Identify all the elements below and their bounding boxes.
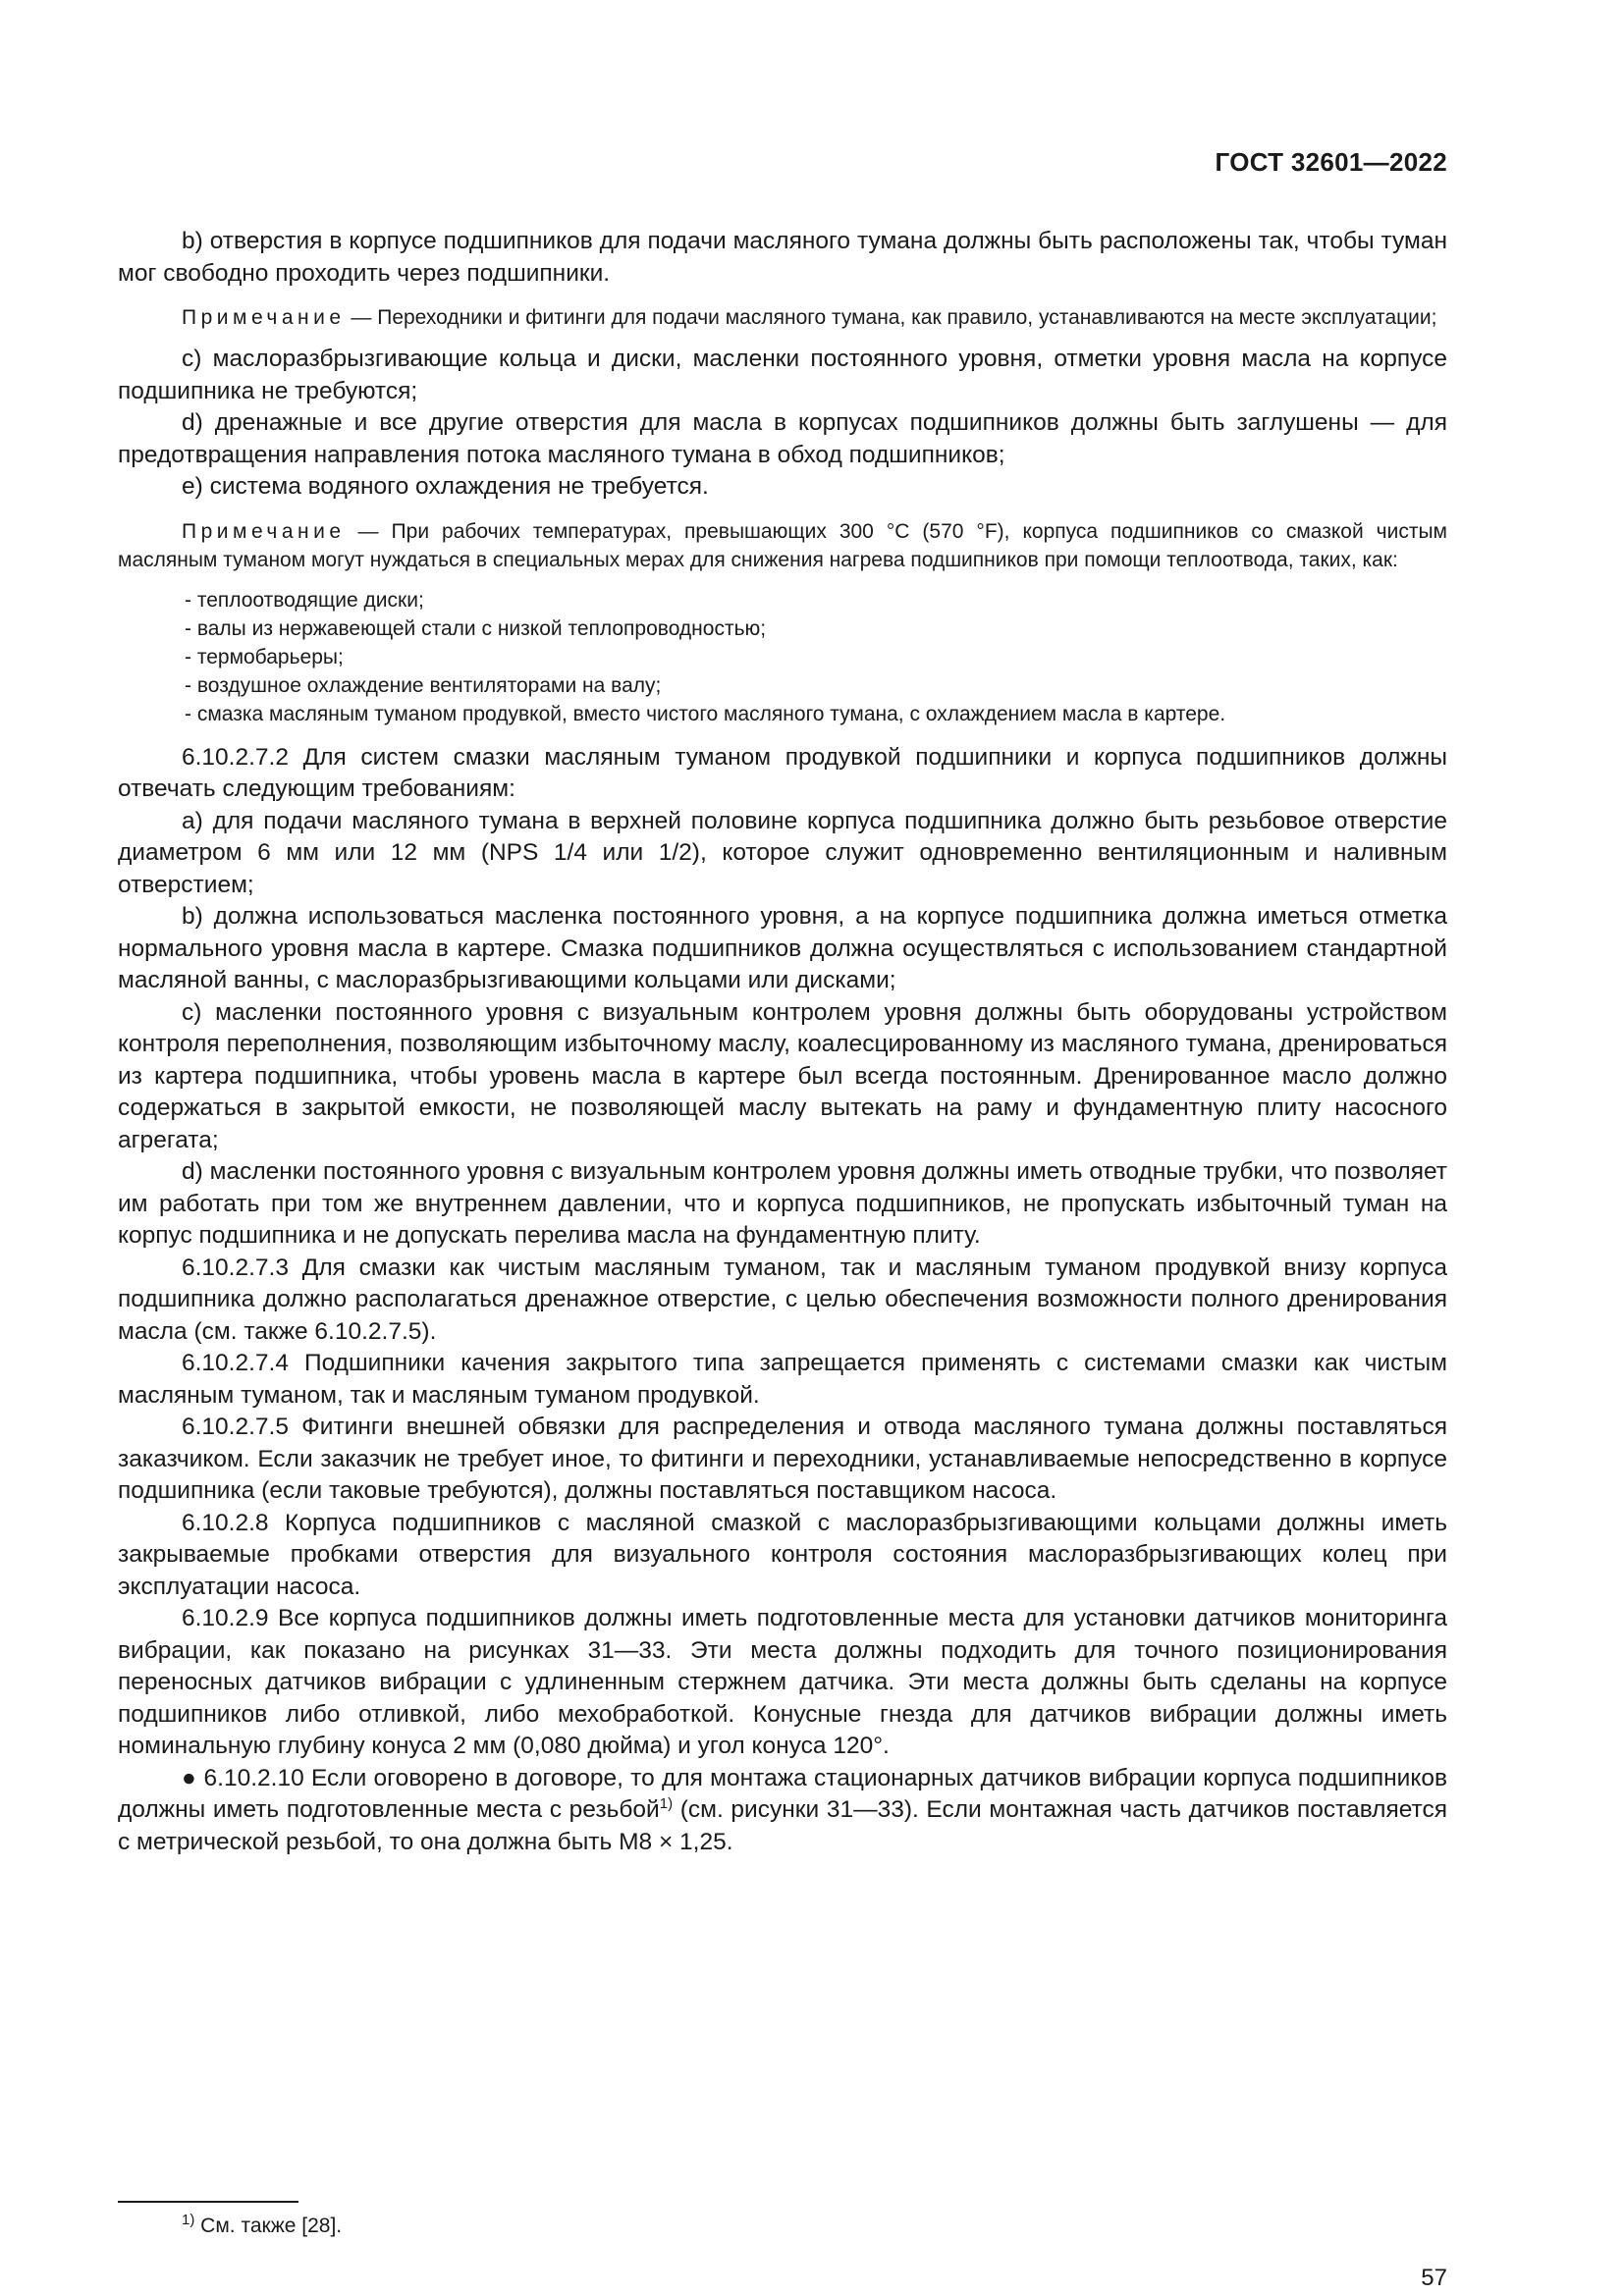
paragraph-b-constant-level-oiler: b) должна использоваться масленка постоянного уровня, а на корпусе подшипника должна иметься отметка нормального уровня масла в картере. Смазка подшипников должна осуществляться с использованием стандартной масляной ванны, с маслоразбрызгивающими кольцами или дисками;: [118, 903, 1447, 993]
paragraph-c-overflow-control: c) масленки постоянного уровня с визуальным контролем уровня должны быть оборудованы устройством контроля переполнения, позволяющим избыточному маслу, коалесцированному из масляного тумана, дренироваться из картера подшипника, чтобы уровень масла в картере был всегда постоянным. Дренированное масло должно содержаться в закрытой емкости, не позволяющей маслу вытекать на раму и фундаментную плиту насосного агрегата;: [118, 998, 1447, 1153]
list-item: - смазка масляным туманом продувкой, вместо чистого масляного тумана, с охлаждением масла в картере.: [185, 700, 1447, 728]
note-text: — При рабочих температурах, превышающих 300 °С (570 °F), корпуса подшипников со смазкой чистым масляным туманом могут нуждаться в специальных мерах для снижения нагрева подшипников при помощи теплоотвода, таких, как:: [118, 519, 1447, 571]
paragraph-a-threaded-hole: a) для подачи масляного тумана в верхней половине корпуса подшипника должно быть резьбовое отверстие диаметром 6 мм или 12 мм (NPS 1/4 или 1/2), которое служит одновременно вентиляционным и наливным отверстием;: [118, 807, 1447, 898]
note-label: Примечание: [182, 519, 346, 543]
note-cooling-measures-list: [118, 586, 1447, 728]
footnote-text: См. также [28].: [194, 2215, 343, 2237]
standard-header: ГОСТ 32601—2022: [1215, 147, 1447, 177]
clause-6-10-2-7-4: 6.10.2.7.4 Подшипники качения закрытого типа запрещается применять с системами смазки как чистым масляным туманом, так и масляным туманом продувкой.: [118, 1350, 1447, 1409]
clause-6-10-2-8: 6.10.2.8 Корпуса подшипников с масляной смазкой с маслоразбрызгивающими кольцами должны иметь закрываемые пробками отверстия для визуального контроля состояния маслоразбрызгивающих колец при эксплуатации насоса.: [118, 1509, 1447, 1600]
clause-6-10-2-7-5: 6.10.2.7.5 Фитинги внешней обвязки для распределения и отвода масляного тумана должны поставляться заказчиком. Если заказчик не требует иное, то фитинги и переходники, устанавливаемые непосредственно в корпусе подшипника (если таковые требуются), должны поставляться поставщиком насоса.: [118, 1414, 1447, 1504]
note-text: — Переходники и фитинги для подачи масляного тумана, как правило, устанавливаются на месте эксплуатации;: [345, 306, 1437, 329]
paragraph-e-no-water-cooling: e) система водяного охлаждения не требуется.: [182, 473, 709, 500]
list-item: - теплоотводящие диски;: [185, 586, 1447, 614]
footnote: [182, 2213, 342, 2240]
list-item: - термобарьеры;: [185, 643, 1447, 671]
paragraph-c-rings-not-required: c) маслоразбрызгивающие кольца и диски, масленки постоянного уровня, отметки уровня масла на корпусе подшипника не требуются;: [118, 346, 1447, 404]
clause-6-10-2-9: 6.10.2.9 Все корпуса подшипников должны иметь подготовленные места для установки датчиков мониторинга вибрации, как показано на рисунках 31—33. Эти места должны подходить для точного позиционирования переносных датчиков вибрации с удлиненным стержнем датчика. Эти места должны быть сделаны на корпусе подшипников либо отливкой, либо мехобработкой. Конусные гнезда для датчиков вибрации должны иметь номинальную глубину конуса 2 мм (0,080 дюйма) и угол конуса 120°.: [118, 1605, 1447, 1759]
note-label: Примечание: [182, 306, 346, 329]
clause-6-10-2-7-3: 6.10.2.7.3 Для смазки как чистым масляным туманом, так и масляным туманом продувкой внизу корпуса подшипника должно располагаться дренажное отверстие, с целью обеспечения возможности полного дренирования масла (см. также 6.10.2.7.5).: [118, 1254, 1447, 1345]
footnote-reference[interactable]: 1): [659, 1794, 674, 1812]
paragraph-d-vent-tubes: d) масленки постоянного уровня с визуальным контролем уровня должны иметь отводные трубки, что позволяет им работать при том же внутреннем давлении, что и корпуса подшипников, не пропускать избыточный туман на корпус подшипника и не допускать перелива масла на фундаментную плиту.: [118, 1158, 1447, 1249]
clause-6-10-2-10: [118, 1763, 1447, 1859]
list-item: - валы из нержавеющей стали с низкой теплопроводностью;: [185, 614, 1447, 643]
note-high-temperature: [118, 517, 1447, 574]
clause-text-end: (см. рисунки 31—33). Если монтажная часть датчиков поставляется с метрической резьбой, то она должна быть М8 × 1,25.: [118, 1796, 1447, 1855]
list-item: - воздушное охлаждение вентиляторами на валу;: [185, 671, 1447, 700]
paragraph-d-drain-holes-plugged: d) дренажные и все другие отверстия для масла в корпусах подшипников должны быть заглушены — для предотвращения направления потока масляного тумана в обход подшипников;: [118, 409, 1447, 468]
clause-text-start: ● 6.10.2.10 Если оговорено в договоре, то для монтажа стационарных датчиков вибрации корпуса подшипников должны иметь подготовленные места с резьбой: [118, 1764, 1447, 1823]
footnote-divider: [118, 2201, 298, 2203]
paragraph-b-oil-mist-holes: b) отверстия в корпусе подшипников для подачи масляного тумана должны быть расположены так, чтобы туман мог свободно проходить через подшипники.: [118, 228, 1447, 287]
page-number: 57: [1421, 2265, 1447, 2291]
main-content: [118, 226, 1447, 1858]
note-adapters: [118, 303, 1447, 332]
clause-6-10-2-7-2: 6.10.2.7.2 Для систем смазки масляным туманом продувкой подшипники и корпуса подшипников должны отвечать следующим требованиям:: [118, 743, 1447, 802]
footnote-marker: 1): [182, 2212, 195, 2228]
